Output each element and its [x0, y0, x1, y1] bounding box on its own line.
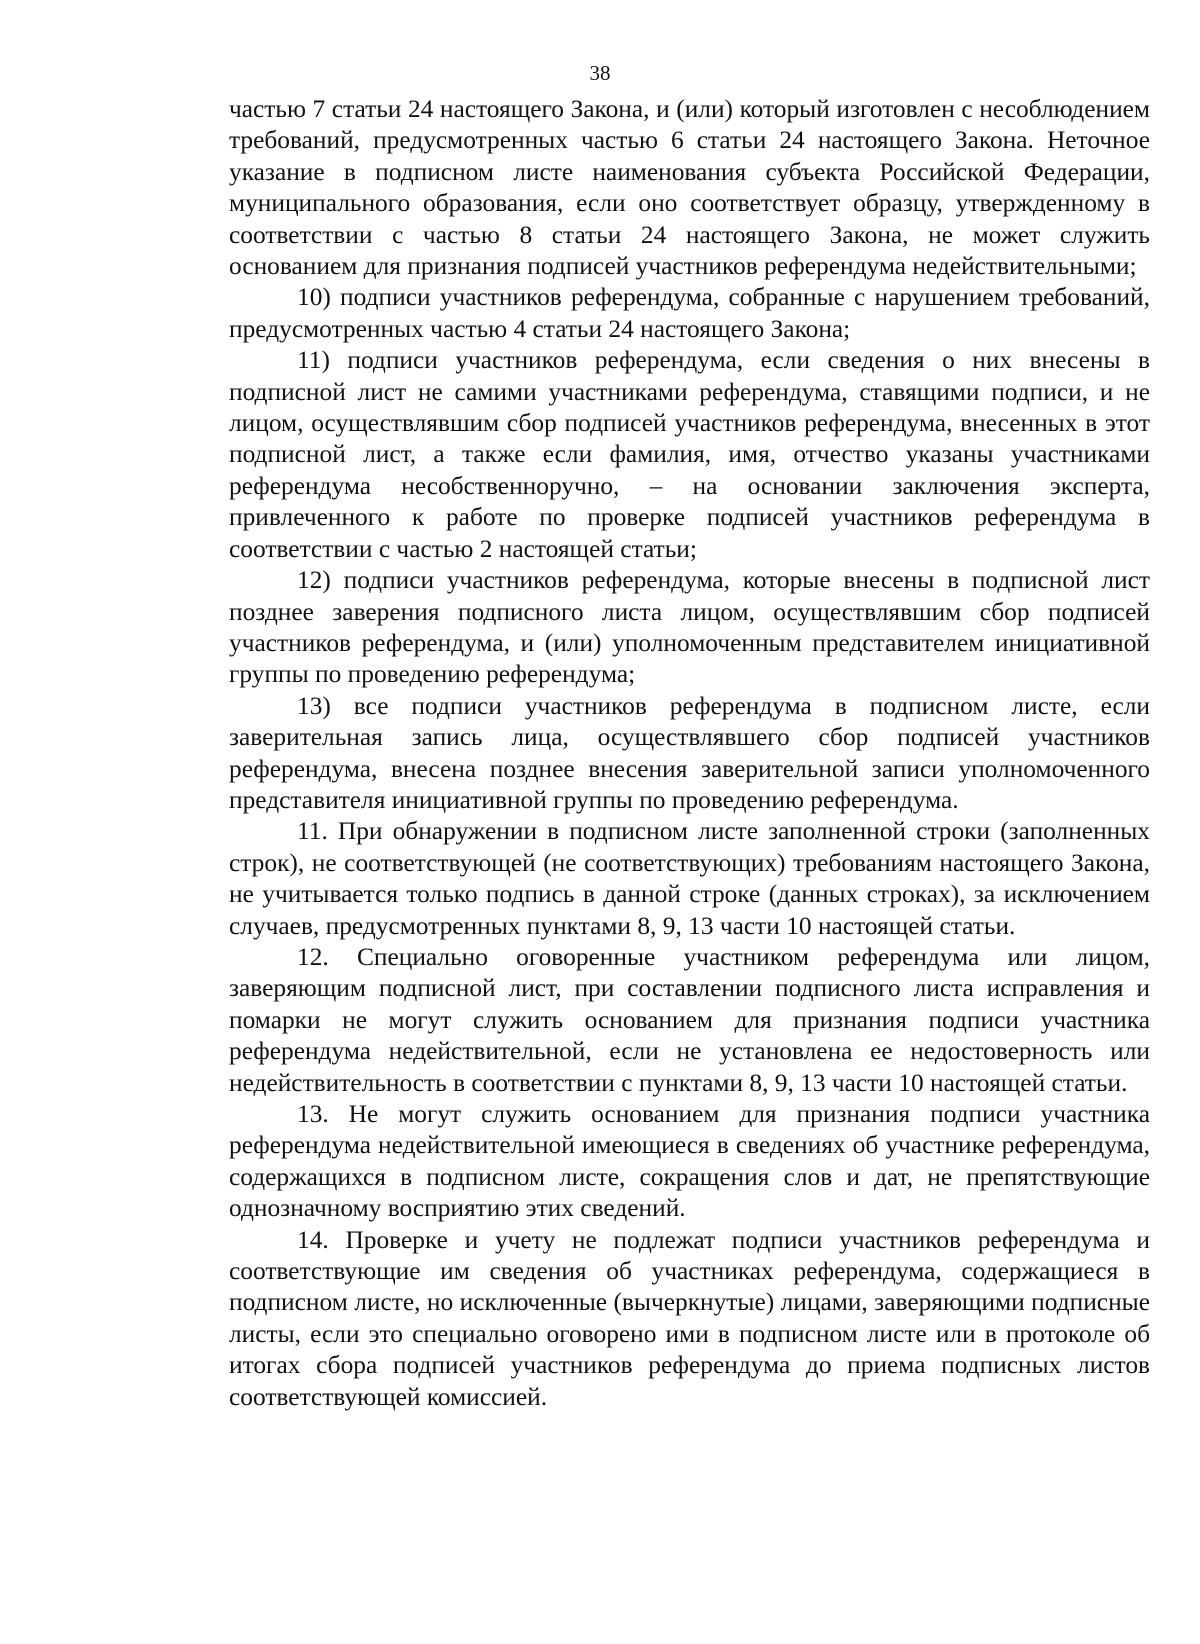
- paragraph-part-12: 12. Специально оговоренные участником референдума или лицом, заверяющим подписной лист, при составлении подписного листа исправления и помарки не могут служить основанием для признания подписи участника референдума недействительной, если не установлена ее недостоверность или недействительность в соответствии с пунктами 8, 9, 13 части 10 настоящей статьи.: [229, 942, 1150, 1097]
- paragraph-part-11: 11. При обнаружении в подписном листе заполненной строки (заполненных строк), не соответствующей (не соответствующих) требованиям настоящего Закона, не учитывается только подпись в данной строке (данных строках), за исключением случаев, предусмотренных пунктами 8, 9, 13 части 10 настоящей статьи.: [229, 817, 1150, 940]
- paragraph-item-13: 13) все подписи участников референдума в подписном листе, если заверительная запись лица, осуществлявшего сбор подписей участников референдума, внесена позднее внесения заверительной записи уполномоченного представителя инициативной группы по проведению референдума.: [229, 691, 1150, 814]
- paragraph-part-13: 13. Не могут служить основанием для признания подписи участника референдума недействительной имеющиеся в сведениях об участнике референдума, содержащихся в подписном листе, сокращения слов и дат, не препятствующие однозначному восприятию этих сведений.: [229, 1100, 1150, 1223]
- document-body: [229, 94, 1150, 1413]
- paragraph-part-14: 14. Проверке и учету не подлежат подписи участников референдума и соответствующие им сведения об участниках референдума, содержащиеся в подписном листе, но исключенные (вычеркнутые) лицами, заверяющими подписные листы, если это специально оговорено ими в подписном листе или в протоколе об итогах сбора подписей участников референдума до приема подписных листов соответствующей комиссией.: [229, 1225, 1150, 1411]
- paragraph-item-11: 11) подписи участников референдума, если сведения о них внесены в подписной лист не самими участниками референдума, ставящими подписи, и не лицом, осуществлявшим сбор подписей участников референдума, внесенных в этот подписной лист, а также если фамилия, имя, отчество указаны участниками референдума несобственноручно, – на основании заключения эксперта, привлеченного к работе по проверке подписей участников референдума в соответствии с частью 2 настоящей статьи;: [229, 346, 1150, 563]
- page-number: 38: [589, 61, 611, 85]
- paragraph-continuation: частью 7 статьи 24 настоящего Закона, и (или) который изготовлен с несоблюдением требований, предусмотренных частью 6 статьи 24 настоящего Закона. Неточное указание в подписном листе наименования субъекта Российской Федерации, муниципального образования, если оно соответствует образцу, утвержденному в соответствии с частью 8 статьи 24 настоящего Закона, не может служить основанием для признания подписей участников референдума недействительными;: [229, 95, 1150, 281]
- paragraph-item-10: 10) подписи участников референдума, собранные с нарушением требований, предусмотренных частью 4 статьи 24 настоящего Закона;: [229, 283, 1150, 343]
- paragraph-item-12: 12) подписи участников референдума, которые внесены в подписной лист позднее заверения подписного листа лицом, осуществлявшим сбор подписей участников референдума, и (или) уполномоченным представителем инициативной группы по проведению референдума;: [229, 566, 1150, 689]
